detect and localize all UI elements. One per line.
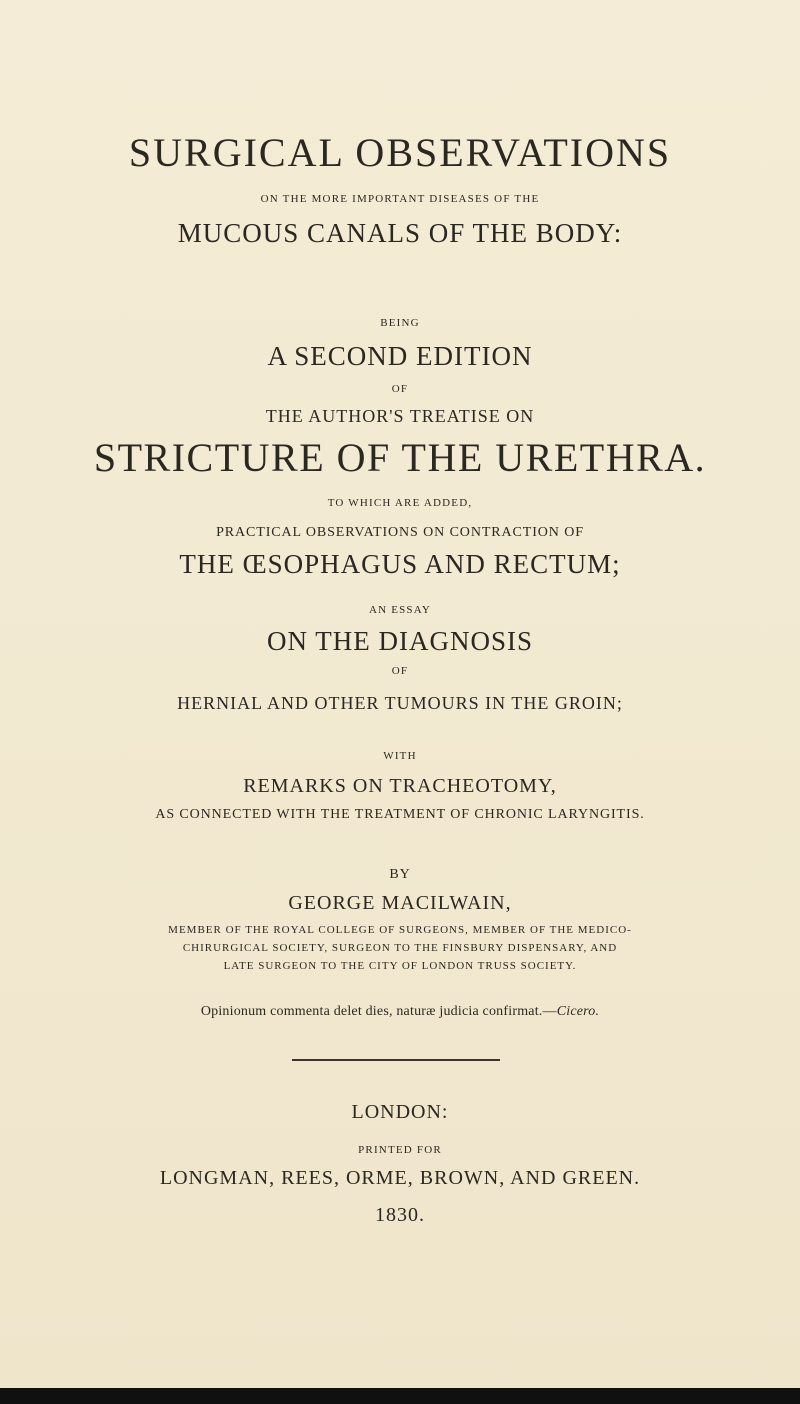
oesophagus-line: THE ŒSOPHAGUS AND RECTUM;: [179, 549, 621, 579]
place-label: LONDON:: [351, 1101, 449, 1123]
by-label: BY: [389, 867, 411, 882]
connected-line: AS CONNECTED WITH THE TREATMENT OF CHRONIC LARYNGITIS.: [155, 807, 645, 822]
hernial-line: HERNIAL AND OTHER TUMOURS IN THE GROIN;: [177, 693, 623, 713]
added-label: TO WHICH ARE ADDED,: [327, 497, 473, 509]
author-bio-line-3: LATE SURGEON TO THE CITY OF LONDON TRUSS SOCIETY.: [223, 960, 577, 972]
motto-author: Cicero.: [556, 1004, 600, 1019]
author-bio-line-2: CHIRURGICAL SOCIETY, SURGEON TO THE FINSBURY DISPENSARY, AND: [182, 942, 618, 954]
being-label: BEING: [380, 317, 420, 329]
scan-bottom-edge: [0, 1388, 800, 1404]
motto: [0, 1005, 800, 1019]
motto-text: Opinionum commenta delet dies, naturæ judicia confirmat.—: [200, 1004, 557, 1019]
subtitle-large: MUCOUS CANALS OF THE BODY:: [177, 218, 623, 248]
publisher-line: LONGMAN, REES, ORME, BROWN, AND GREEN.: [159, 1167, 641, 1189]
subtitle-small: ON THE MORE IMPORTANT DISEASES OF THE: [260, 193, 540, 205]
year-line: 1830.: [375, 1204, 425, 1226]
of-label-second: OF: [391, 665, 409, 677]
stricture-line: STRICTURE OF THE URETHRA.: [93, 435, 707, 480]
decorative-rule: [292, 1059, 500, 1061]
practical-observations: PRACTICAL OBSERVATIONS ON CONTRACTION OF: [216, 525, 584, 540]
essay-label: AN ESSAY: [368, 604, 432, 616]
authors-treatise: THE AUTHOR'S TREATISE ON: [265, 406, 535, 426]
diagnosis-line: ON THE DIAGNOSIS: [266, 626, 533, 656]
of-label-first: OF: [391, 383, 409, 395]
remarks-line: REMARKS ON TRACHEOTOMY,: [243, 775, 557, 797]
main-title: SURGICAL OBSERVATIONS: [128, 130, 672, 175]
printed-for-label: PRINTED FOR: [358, 1144, 442, 1156]
with-label: WITH: [383, 750, 417, 762]
second-edition: A SECOND EDITION: [267, 341, 533, 371]
author-bio-line-1: MEMBER OF THE ROYAL COLLEGE OF SURGEONS, MEMBER OF THE MEDICO-: [168, 924, 632, 936]
author-name: GEORGE MACILWAIN,: [288, 892, 512, 914]
